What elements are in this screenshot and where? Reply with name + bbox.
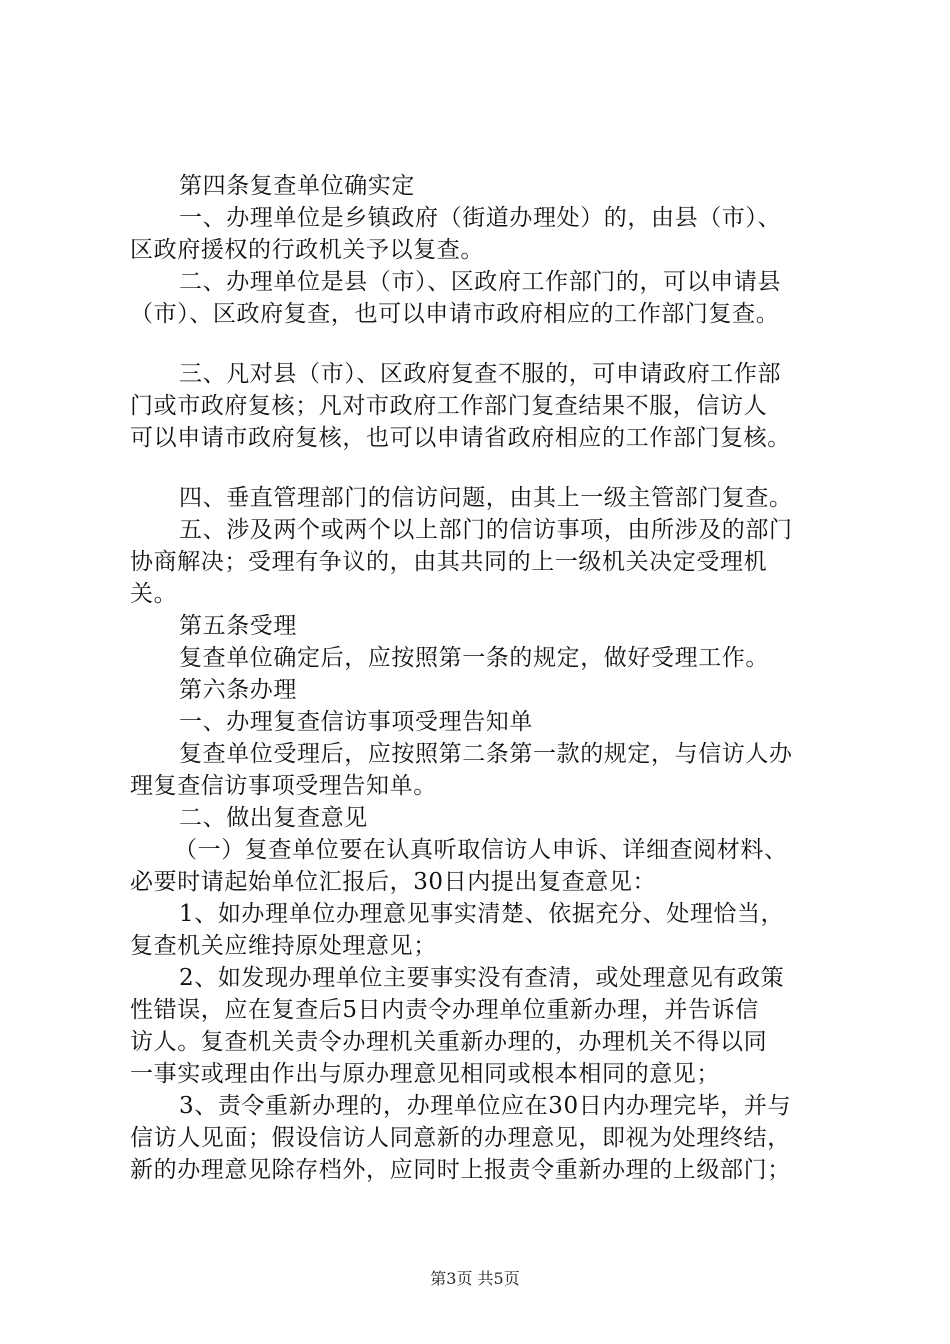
- paragraph-line: 协商解决；受理有争议的，由其共同的上一级机关决定受理机: [130, 549, 768, 575]
- paragraph-line: 一、办理复查信访事项受理告知单: [179, 709, 533, 735]
- paragraph-line: 信访人见面；假设信访人同意新的办理意见，即视为处理终结，: [130, 1125, 791, 1151]
- paragraph-line: 复查单位受理后，应按照第二条第一款的规定，与信访人办: [179, 741, 793, 767]
- paragraph-line: 新的办理意见除存档外，应同时上报责令重新办理的上级部门；: [130, 1157, 791, 1183]
- paragraph-line: 必要时请起始单位汇报后，30日内提出复查意见：: [130, 869, 657, 895]
- blank-line: [130, 454, 850, 482]
- paragraph-line: 3、责令重新办理的，办理单位应在30日内办理完毕，并与: [179, 1093, 792, 1119]
- paragraph-line: 关。: [130, 581, 178, 607]
- paragraph-line: 二、办理单位是县（市）、区政府工作部门的，可以申请县: [179, 269, 782, 295]
- blank-line: [130, 330, 850, 358]
- paragraph-line: （一）复查单位要在认真听取信访人申诉、详细查阅材料、: [174, 837, 788, 863]
- paragraph-line: 可以申请市政府复核，也可以申请省政府相应的工作部门复核。: [130, 425, 791, 451]
- article-heading: 第六条办理: [179, 677, 297, 703]
- paragraph-line: 复查单位确定后，应按照第一条的规定，做好受理工作。: [179, 645, 769, 671]
- paragraph-line: 访人。复查机关责令办理机关重新办理的，办理机关不得以同: [130, 1029, 768, 1055]
- paragraph-line: 一、办理单位是乡镇政府（街道办理处）的，由县（市）、: [179, 205, 782, 231]
- paragraph-line: 2、如发现办理单位主要事实没有查清，或处理意见有政策: [179, 965, 785, 991]
- article-heading: 第五条受理: [179, 613, 297, 639]
- paragraph-line: 三、凡对县（市）、区政府复查不服的，可申请政府工作部: [179, 361, 782, 387]
- paragraph-line: 二、做出复查意见: [179, 805, 368, 831]
- paragraph-line: 复查机关应维持原处理意见；: [130, 933, 437, 959]
- paragraph-line: 五、涉及两个或两个以上部门的信访事项，由所涉及的部门: [179, 517, 793, 543]
- article-heading: 第四条复查单位确实定: [179, 173, 415, 199]
- paragraph-line: 1、如办理单位办理意见事实清楚、依据充分、处理恰当，: [179, 901, 785, 927]
- paragraph-line: 理复查信访事项受理告知单。: [130, 773, 437, 799]
- paragraph-line: 区政府援权的行政机关予以复查。: [130, 237, 484, 263]
- document-body: [130, 170, 850, 1186]
- paragraph-line: （市）、区政府复查，也可以申请市政府相应的工作部门复查。: [130, 301, 780, 327]
- paragraph-line: 一事实或理由作出与原办理意见相同或根本相同的意见；: [130, 1061, 720, 1087]
- page-number-footer: 第3页 共5页: [430, 1269, 520, 1288]
- paragraph-line: 门或市政府复核；凡对市政府工作部门复查结果不服，信访人: [130, 393, 768, 419]
- paragraph-line: 四、垂直管理部门的信访问题，由其上一级主管部门复查。: [179, 485, 793, 511]
- paragraph-line: 性错误，应在复查后5日内责令办理单位重新办理，并告诉信: [130, 997, 759, 1023]
